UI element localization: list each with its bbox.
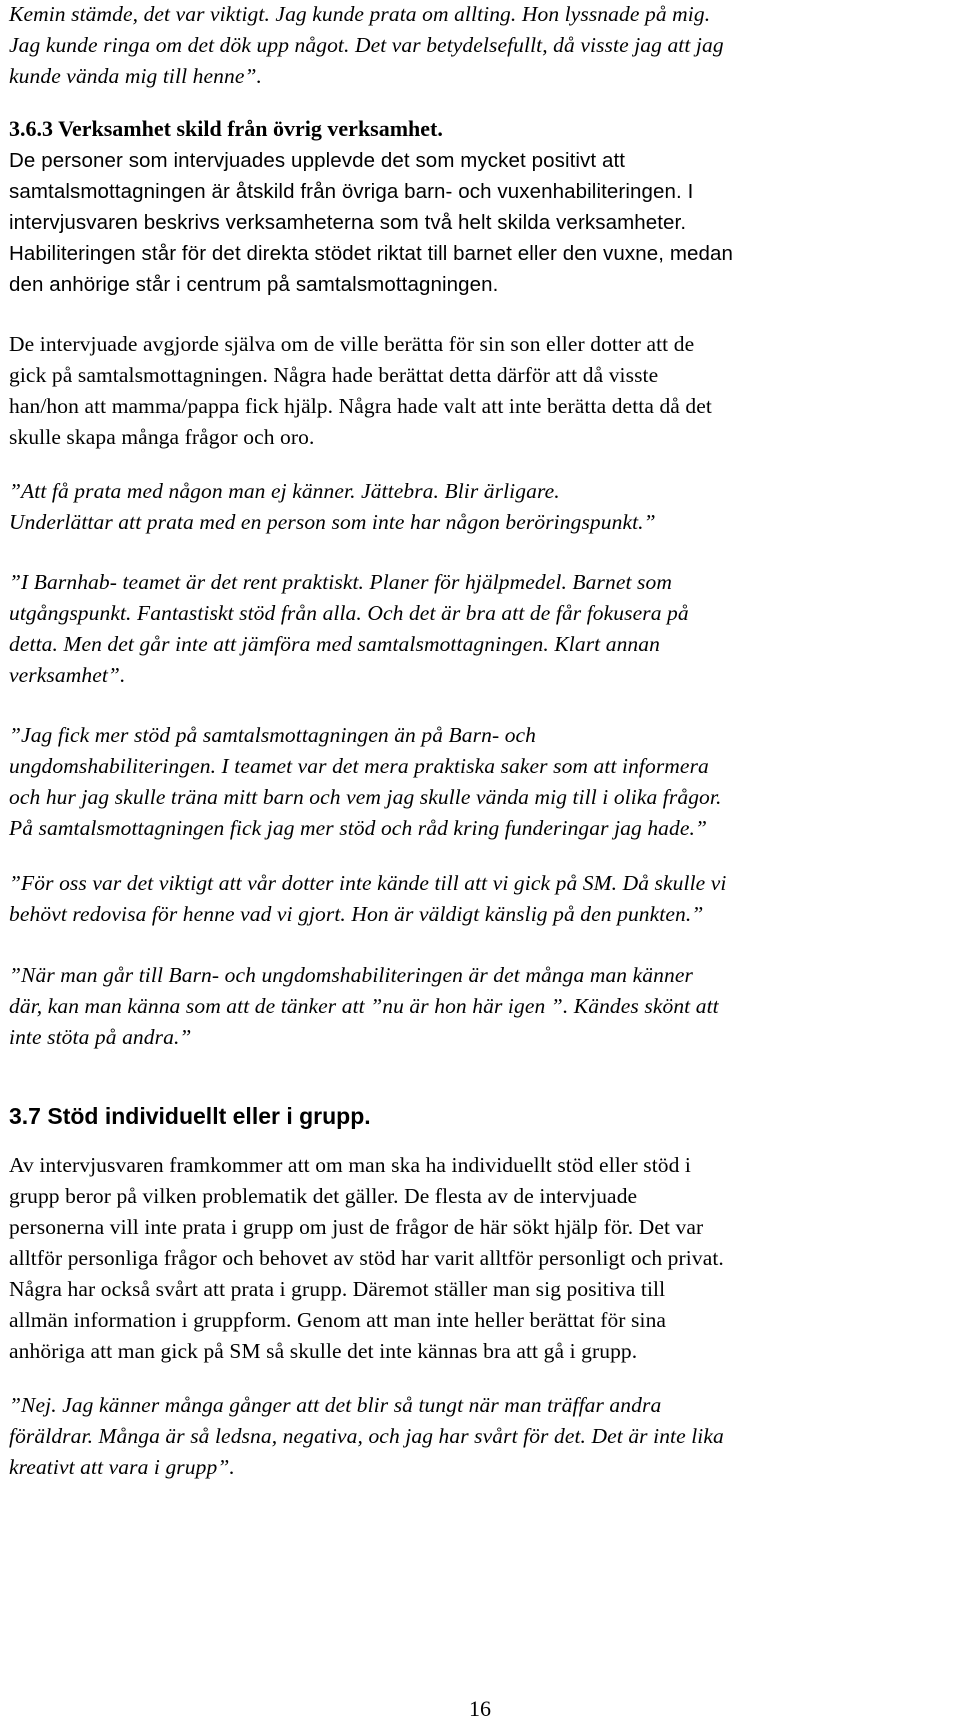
paragraph-line: skulle skapa många frågor och oro. <box>9 425 315 449</box>
quote-line: behövt redovisa för henne vad vi gjort. Hon är väldigt känslig på den punkten.” <box>9 902 704 926</box>
page-number: 16 <box>469 1696 491 1721</box>
quote-line: verksamhet”. <box>9 663 126 687</box>
quote-line: Underlättar att prata med en person som inte har någon beröringspunkt.” <box>9 510 656 534</box>
paragraph-line: intervjusvaren beskrivs verksamheterna som två helt skilda verksamheter. <box>9 211 687 234</box>
quote-line: ”Jag fick mer stöd på samtalsmottagningen än på Barn- och <box>9 723 537 747</box>
quote-line: ”För oss var det viktigt att vår dotter inte kände till att vi gick på SM. Då skulle vi <box>9 871 727 895</box>
interview-quote <box>9 960 944 1053</box>
quote-line: och hur jag skulle träna mitt barn och vem jag skulle vända mig till i olika frågor. <box>9 785 722 809</box>
quote-line: inte stöta på andra.” <box>9 1025 192 1049</box>
quote-line: Kemin stämde, det var viktigt. Jag kunde prata om allting. Hon lyssnade på mig. <box>9 2 711 26</box>
interview-quote <box>9 567 944 691</box>
paragraph-line: allmän information i gruppform. Genom att man inte heller berättat för sina <box>9 1308 667 1332</box>
paragraph-line: Habiliteringen står för det direkta stödet riktat till barnet eller den vuxne, medan <box>9 242 733 265</box>
quote-line: Jag kunde ringa om det dök upp något. Det var betydelsefullt, då visste jag att jag <box>9 33 724 57</box>
section-paragraph-2 <box>9 329 944 453</box>
paragraph-line: Några har också svårt att prata i grupp. Däremot ställer man sig positiva till <box>9 1277 666 1301</box>
interview-quote <box>9 1390 944 1483</box>
paragraph-line: De intervjuade avgjorde själva om de ville berätta för sin son eller dotter att de <box>9 332 695 356</box>
opening-quote <box>9 0 944 92</box>
paragraph-line: personerna vill inte prata i grupp om just de frågor de här sökt hjälp för. Det var <box>9 1215 704 1239</box>
quote-line: föräldrar. Många är så ledsna, negativa, och jag har svårt för det. Det är inte lika <box>9 1424 724 1448</box>
paragraph-line: grupp beror på vilken problematik det gäller. De flesta av de intervjuade <box>9 1184 638 1208</box>
quote-line: På samtalsmottagningen fick jag mer stöd och råd kring funderingar jag hade.” <box>9 816 708 840</box>
section-paragraph <box>9 145 944 300</box>
paragraph-line: De personer som intervjuades upplevde det som mycket positivt att <box>9 149 626 172</box>
paragraph-line: gick på samtalsmottagningen. Några hade berättat detta därför att då visste <box>9 363 659 387</box>
quote-line: kreativt att vara i grupp”. <box>9 1455 235 1479</box>
paragraph-line: alltför personliga frågor och behovet av stöd har varit alltför personligt och privat. <box>9 1246 724 1270</box>
section-heading-3-7: 3.7 Stöd individuellt eller i grupp. <box>9 1103 371 1129</box>
quote-line: ”Att få prata med någon man ej känner. Jättebra. Blir ärligare. <box>9 479 560 503</box>
interview-quote <box>9 476 944 538</box>
quote-line: detta. Men det går inte att jämföra med samtalsmottagningen. Klart annan <box>9 632 660 656</box>
paragraph-line: Av intervjusvaren framkommer att om man ska ha individuellt stöd eller stöd i <box>9 1153 692 1177</box>
quote-line: där, kan man känna som att de tänker att ”nu är hon här igen ”. Kändes skönt att <box>9 994 719 1018</box>
section-heading-3-6-3: 3.6.3 Verksamhet skild från övrig verksamhet. <box>9 116 443 141</box>
paragraph-line: anhöriga att man gick på SM så skulle det inte kännas bra att gå i grupp. <box>9 1339 638 1363</box>
section-paragraph <box>9 1150 944 1367</box>
quote-line: utgångspunkt. Fantastiskt stöd från alla. Och det är bra att de får fokusera på <box>9 601 689 625</box>
interview-quote <box>9 720 944 844</box>
quote-line: ungdomshabiliteringen. I teamet var det mera praktiska saker som att informera <box>9 754 709 778</box>
quote-line: kunde vända mig till henne”. <box>9 64 262 88</box>
quote-line: ”När man går till Barn- och ungdomshabiliteringen är det många man känner <box>9 963 693 987</box>
paragraph-line: den anhörige står i centrum på samtalsmottagningen. <box>9 273 499 296</box>
quote-line: ”I Barnhab- teamet är det rent praktiskt. Planer för hjälpmedel. Barnet som <box>9 570 672 594</box>
paragraph-line: han/hon att mamma/pappa fick hjälp. Några hade valt att inte berätta detta då det <box>9 394 712 418</box>
paragraph-line: samtalsmottagningen är åtskild från övriga barn- och vuxenhabiliteringen. I <box>9 180 694 203</box>
quote-line: ”Nej. Jag känner många gånger att det blir så tungt när man träffar andra <box>9 1393 662 1417</box>
interview-quote <box>9 868 944 930</box>
